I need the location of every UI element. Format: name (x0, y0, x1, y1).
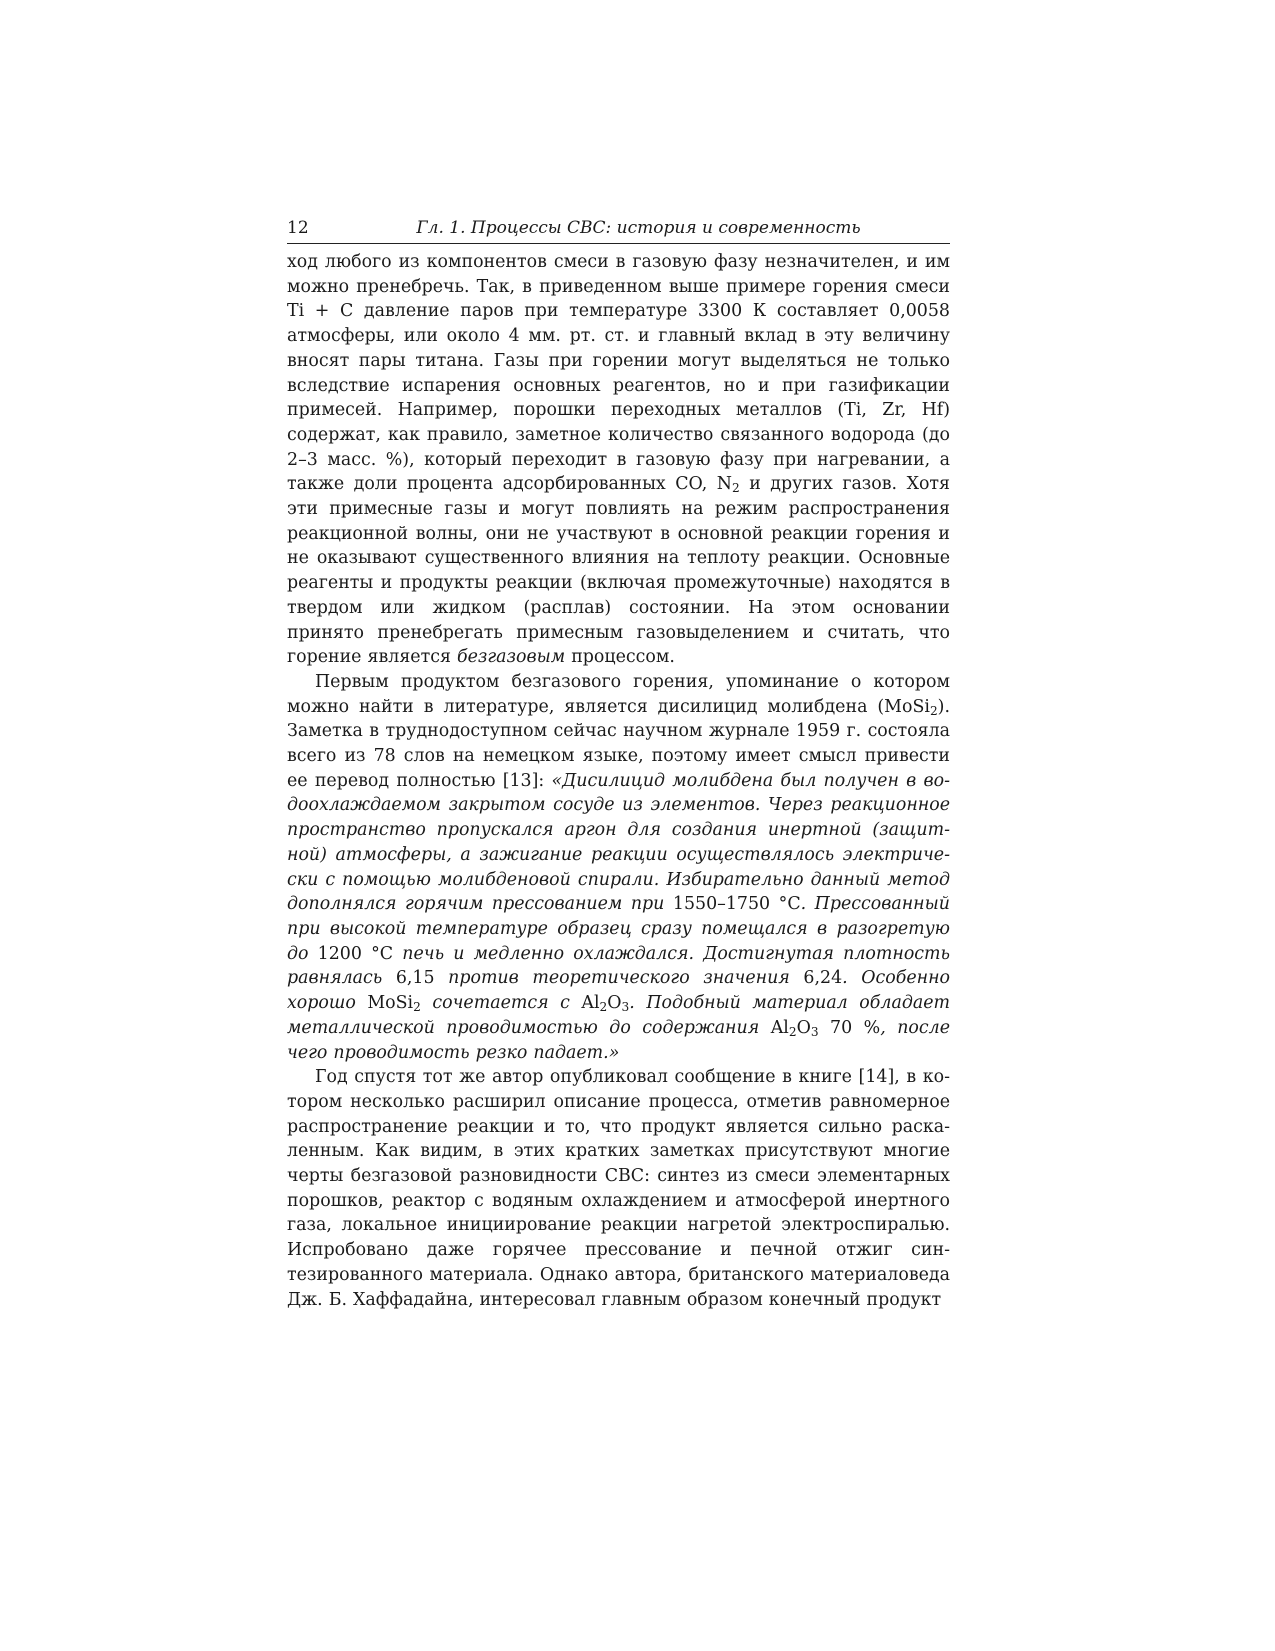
quote-part-5: . Особенно хорошо (287, 968, 950, 1014)
quote-part-1: «Дисилицид молибдена был получен в водоохлаждаемом закрытом сосуде из элементов. Через реакционное пространство пропускался аргон для создания инертной (защитной) атмосферы, а зажигание реакции осуществлялось электрически с помощью молибденовой спирали. Избирательно данный метод дополнялся горячим прессованием при (287, 770, 950, 915)
paragraph-1-subscript: 2 (731, 481, 740, 496)
quote-value-3: 6,15 (395, 968, 435, 989)
quote-value-2: 1200 °C (317, 943, 394, 964)
paragraph-1 (287, 250, 950, 670)
quote-value-7-mid: O (796, 1017, 811, 1038)
book-page (287, 217, 950, 1312)
paragraph-3 (287, 1065, 950, 1312)
paragraph-2-text-1: Первым продуктом безгазового горения, упоминание о котором можно найти в литературе, является дисилицид молибдена (MoSi (287, 671, 950, 717)
paragraph-2 (287, 670, 950, 1065)
paragraph-1-text-3: процессом. (565, 647, 675, 668)
quote-part-7: . Подобный материал обладает металлической проводимостью до содержания (287, 993, 950, 1038)
quote-value-6-mid: O (607, 993, 622, 1014)
quote-value-5: MoSi (367, 993, 414, 1014)
quote-value-6: Al (581, 993, 600, 1014)
paragraph-1-emphasis: безгазовым (456, 647, 566, 668)
paragraph-1-text-2: и других газов. Хотя эти примесные газы и могут повлиять на режим распространения реакционной волны, они не участвуют в основной реакции горения и не оказывают существенного влияния на теплоту реакции. Основные реагенты и продукты реакции (включая промежуточные) находятся в твердом или жидком (расплав) состоянии. На этом основании принято пренебрегать примесным газовыделением и считать, что горение является (287, 474, 951, 668)
paragraph-1-text-1: ход любого из компонентов смеси в газовую фазу незначителен, и им можно пренебречь. Так, в приведенном выше примере горения смеси Ti + C давление паров при температуре 3300 К составляет 0,0058 атмосферы, или около 4 мм. рт. ст. и главный вклад в эту величину вносят пары титана. Газы при горении могут выделяться не только вследствие испарения основных реагентов, но и при газификации примесей. Например, порошки переходных металлов (Ti, Zr, Hf) содержат, как правило, заметное количество связанного водорода (до 2–3 масс. %), который переходит в газовую фазу при нагревании, а также доли процента адсорбированных CO, N (287, 252, 950, 495)
quote-part-8: , после чего проводимость резко падает.» (287, 1017, 950, 1063)
quote-value-7-tail: 70 % (818, 1017, 881, 1038)
page-number: 12 (287, 218, 309, 238)
quote-part-3: печь и медленно охлаждался. Достигнутая плотность равнялась (287, 943, 950, 989)
quote-value-5-subscript: 2 (413, 1000, 421, 1015)
quote-value-1: 1550–1750 °C (672, 894, 801, 915)
quote-value-6-subscript-1: 2 (599, 1000, 608, 1015)
paragraph-2-subscript: 2 (929, 703, 938, 718)
paragraph-2-text-2: ). Заметка в труднодоступном сейчас научном журнале 1959 г. состояла всего из 78 слов на немецком языке, поэтому имеет смысл привести ее перевод полностью [13]: (287, 696, 950, 791)
quote-part-2: . Прессованный при высокой температуре образец сразу помещался в разогретую до (287, 894, 950, 964)
running-head (287, 217, 950, 244)
quote-value-4: 6,24 (803, 968, 843, 989)
quote-part-6: сочетается с (420, 993, 582, 1014)
paragraph-3-text: Год спустя тот же автор опубликовал сообщение в книге [14], в котором несколько расширил описание процесса, отметив равномерное распространение реакции и то, что продукт является сильно раскаленным. Как видим, в этих кратких заметках присутствуют многие черты безгазовой разновидности СВС: синтез из смеси элементарных порошков, реактор с водяным охлаждением и атмосферой инертного газа, локальное инициирование реакции нагретой электроспиралью. Испробовано даже горячее прессование и печной отжиг синтезированного материала. Однако автора, британского материаловеда Дж. Б. Хаффадайна, интересовал главным образом конечный продукт (287, 1067, 950, 1310)
quote-part-4: против теоретического значения (434, 968, 804, 989)
quote-value-7-subscript-1: 2 (788, 1024, 797, 1039)
quote-value-6-subscript-2: 3 (621, 1000, 630, 1015)
chapter-title: Гл. 1. Процессы СВС: история и современность (416, 218, 861, 238)
quote-value-7-subscript-2: 3 (810, 1024, 819, 1039)
body-text (287, 250, 950, 1312)
quote-value-7: Al (770, 1017, 789, 1038)
